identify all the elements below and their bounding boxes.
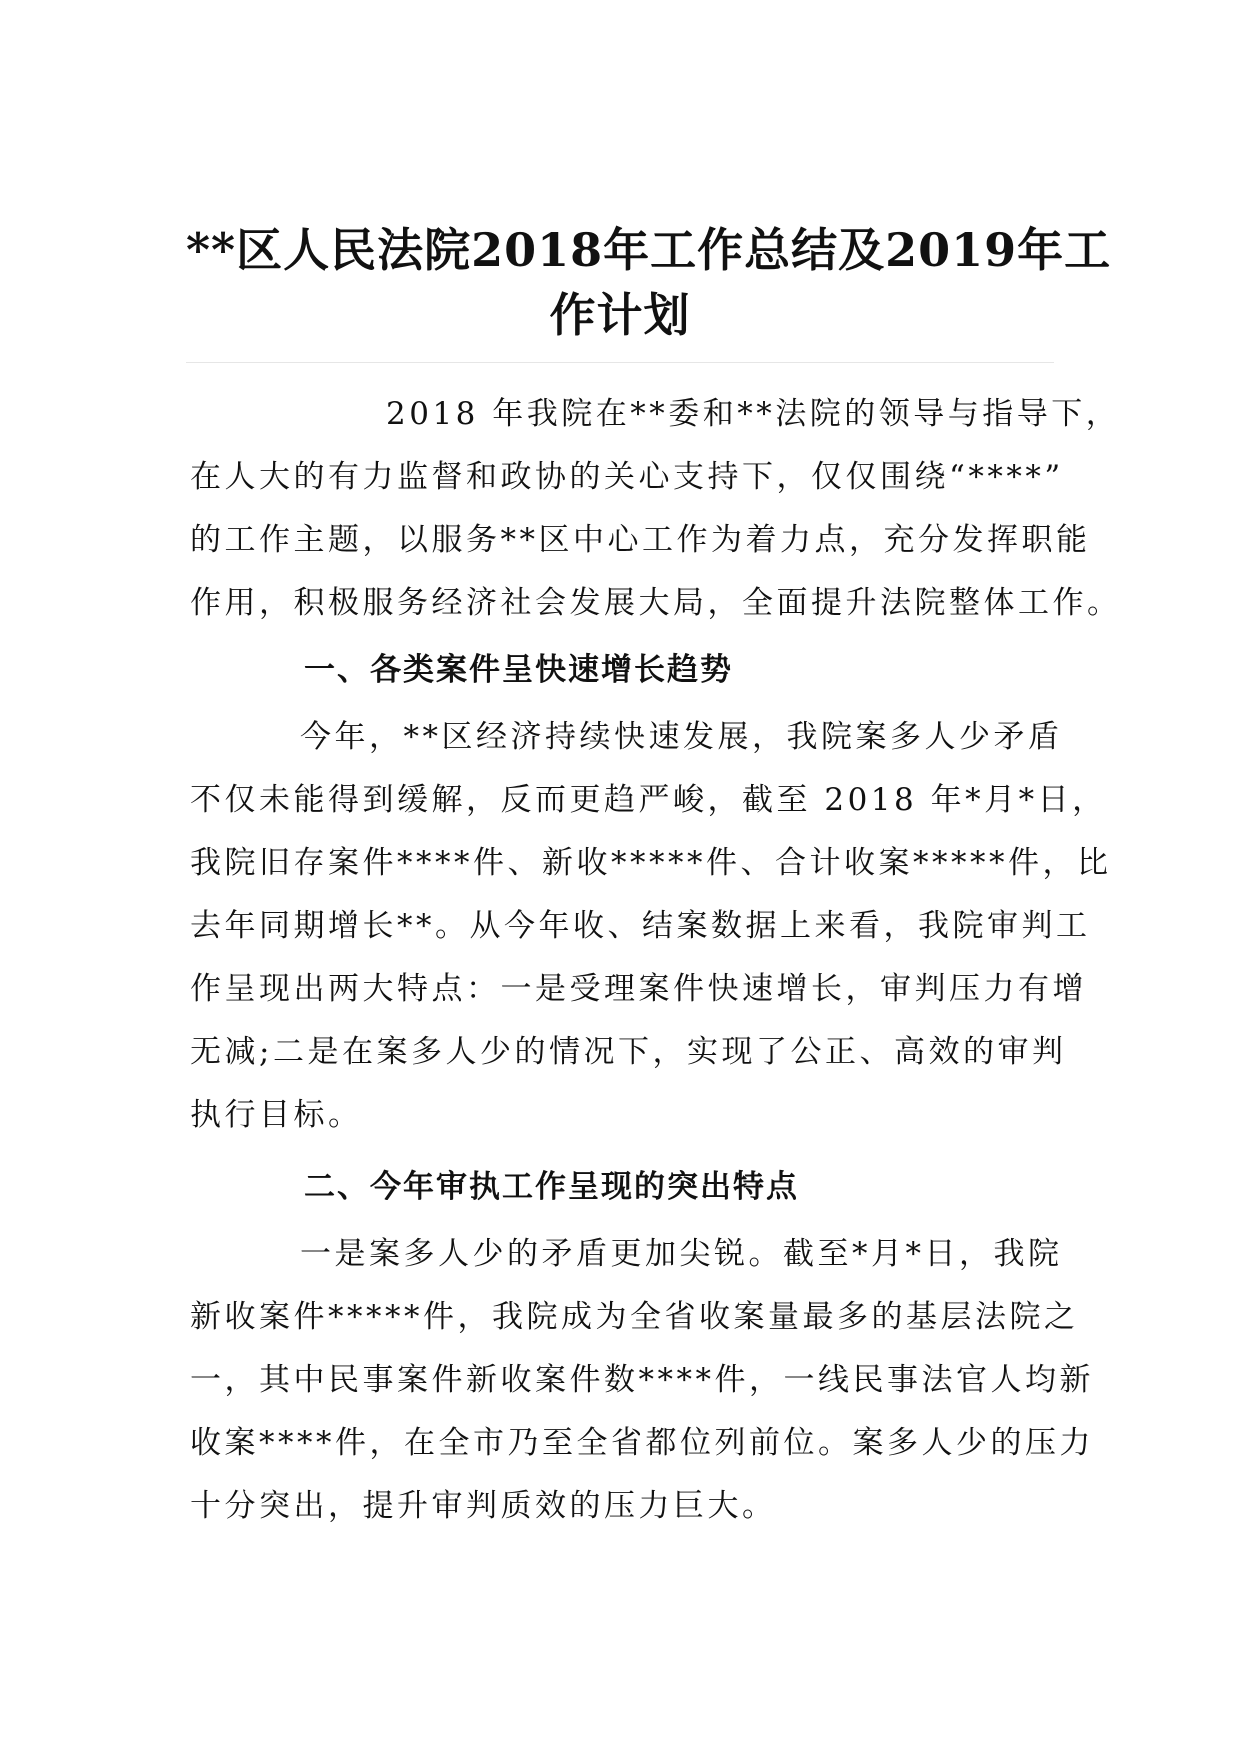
section1-line: 执行目标。	[190, 1097, 363, 1133]
intro-line: 的工作主题，以服务**区中心工作为着力点，充分发挥职能	[190, 522, 1091, 558]
section-heading-1: 一、各类案件呈快速增长趋势	[304, 652, 733, 688]
section1-line: 作呈现出两大特点：一是受理案件快速增长，审判压力有增	[190, 971, 1087, 1007]
intro-line: 2018 年我院在**委和**法院的领导与指导下，	[386, 396, 1121, 432]
section1-line: 不仅未能得到缓解，反而更趋严峻，截至 2018 年*月*日，	[190, 782, 1107, 818]
document-title-line-1: **区人民法院2018年工作总结及2019年工	[186, 223, 1112, 277]
section2-line: 一，其中民事案件新收案件数****件，一线民事法官人均新	[190, 1362, 1094, 1398]
intro-line: 作用，积极服务经济社会发展大局，全面提升法院整体工作。	[190, 585, 1122, 621]
title-divider	[186, 362, 1054, 363]
section2-line: 新收案件*****件，我院成为全省收案量最多的基层法院之	[190, 1299, 1079, 1335]
section1-line: 我院旧存案件****件、新收*****件、合计收案*****件，比	[190, 845, 1112, 881]
section2-line: 一是案多人少的矛盾更加尖锐。截至*月*日，我院	[300, 1236, 1063, 1272]
intro-line: 在人大的有力监督和政协的关心支持下，仅仅围绕“****”	[190, 459, 1064, 495]
section2-line: 十分突出，提升审判质效的压力巨大。	[190, 1488, 777, 1524]
section2-line: 收案****件，在全市乃至全省都位列前位。案多人少的压力	[190, 1425, 1094, 1461]
section1-line: 无减;二是在案多人少的情况下，实现了公正、高效的审判	[190, 1034, 1067, 1070]
section1-line: 今年，**区经济持续快速发展，我院案多人少矛盾	[300, 719, 1063, 755]
section1-line: 去年同期增长**。从今年收、结案数据上来看，我院审判工	[190, 908, 1091, 944]
section-heading-2: 二、今年审执工作呈现的突出特点	[304, 1169, 799, 1205]
document-title-line-2: 作计划	[549, 288, 691, 342]
